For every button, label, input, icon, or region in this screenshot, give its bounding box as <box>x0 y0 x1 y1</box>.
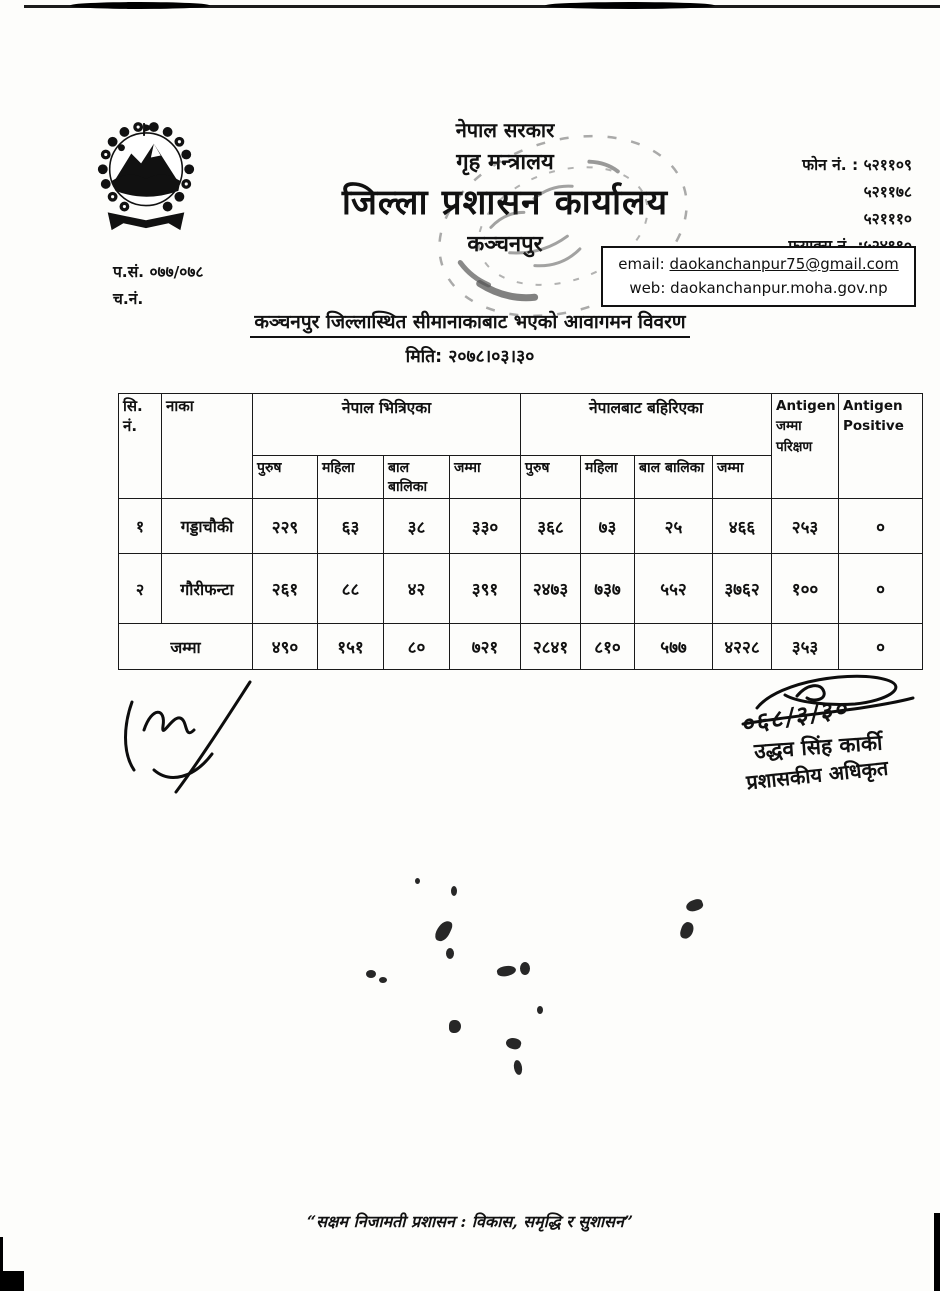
cell-in-children: ४२ <box>384 554 450 624</box>
email-label: email: <box>618 255 665 273</box>
web-address: daokanchanpur.moha.gov.np <box>670 279 888 297</box>
cell-in-total: ३३० <box>450 499 521 554</box>
cell-in-female: ८८ <box>318 554 384 624</box>
ink-smudge <box>379 977 387 983</box>
footer-motto: “सक्षम निजामती प्रशासन : विकास, समृद्धि र सुशासन” <box>306 1212 634 1231</box>
email-line <box>603 252 914 276</box>
cell-total-in-male: ४९० <box>253 624 318 670</box>
cell-total-positive: ० <box>839 624 923 670</box>
cell-in-female: ६३ <box>318 499 384 554</box>
cell-total-out-children: ५७७ <box>635 624 713 670</box>
cell-out-total: ३७६२ <box>713 554 772 624</box>
ink-smudge <box>513 1059 523 1075</box>
cell-in-total: ३९१ <box>450 554 521 624</box>
nepal-government-emblem <box>92 120 200 244</box>
email-web-box <box>601 246 916 307</box>
cell-total-in-children: ८० <box>384 624 450 670</box>
scan-artifact-left-edge <box>0 1237 3 1277</box>
ref-value: ०७७/०७८ <box>149 263 204 281</box>
scan-artifact-top-smudge <box>545 2 715 9</box>
ink-smudge <box>449 1020 461 1033</box>
ministry-name: गृह मन्त्रालय <box>456 150 554 175</box>
web-line <box>603 276 914 300</box>
ref-label: प.सं. <box>113 263 145 281</box>
ink-smudge <box>505 1036 522 1051</box>
ink-smudge <box>415 878 420 884</box>
ink-smudge <box>537 1006 543 1014</box>
table-row <box>119 499 923 554</box>
cell-sn: २ <box>119 554 162 624</box>
ink-smudge <box>679 921 696 941</box>
ink-smudge <box>366 970 376 978</box>
handwritten-initial-left <box>118 672 273 802</box>
cell-out-male: ३६८ <box>521 499 581 554</box>
government-name: नेपाल सरकार <box>455 118 555 142</box>
cell-antigen: १०० <box>772 554 839 624</box>
table-total-row <box>119 624 923 670</box>
header-out-female: महिला <box>581 456 635 499</box>
cell-out-total: ४६६ <box>713 499 772 554</box>
ink-smudge <box>685 897 705 913</box>
office-name: जिल्ला प्रशासन कार्यालय <box>341 183 669 223</box>
ink-smudge <box>446 948 454 959</box>
cell-total-out-total: ४२२८ <box>713 624 772 670</box>
header-out-male: पुरुष <box>521 456 581 499</box>
web-label: web: <box>629 279 666 297</box>
ink-smudge <box>496 964 517 978</box>
cell-out-female: ७३ <box>581 499 635 554</box>
ink-smudge <box>433 918 454 943</box>
reference-number <box>113 260 204 282</box>
email-address: daokanchanpur75@gmail.com <box>669 255 899 273</box>
cell-out-female: ७३७ <box>581 554 635 624</box>
cell-total-antigen: ३५३ <box>772 624 839 670</box>
cell-positive: ० <box>839 499 923 554</box>
header-in-male: पुरुष <box>253 456 318 499</box>
scan-artifact-bottom-left <box>0 1271 24 1291</box>
cell-antigen: २५३ <box>772 499 839 554</box>
signatory-designation: प्रशासकीय अधिकृत <box>745 755 890 795</box>
phone-number-2: ५२११७८ <box>863 183 912 201</box>
header-in-female: महिला <box>318 456 384 499</box>
cell-in-male: २६१ <box>253 554 318 624</box>
header-out-children: बाल बालिका <box>635 456 713 499</box>
ink-smudge <box>451 886 457 896</box>
cell-total-in-total: ७२१ <box>450 624 521 670</box>
header-antigen-total: Antigen जम्मा परिक्षण <box>772 394 839 499</box>
document-date: मिति: २०७८।०३।३० <box>405 347 535 367</box>
ink-smudge <box>520 962 530 975</box>
header-entered-nepal: नेपाल भित्रिएका <box>253 394 521 456</box>
header-antigen-positive: Antigen Positive <box>839 394 923 499</box>
header-in-children: बाल बालिका <box>384 456 450 499</box>
signature-handwritten-date: ०६८/३/३० <box>742 693 851 739</box>
cell-naka: गड्डाचौकी <box>162 499 253 554</box>
phone-number-1: ५२११०९ <box>863 156 912 174</box>
cell-sn: १ <box>119 499 162 554</box>
scan-artifact-top-smudge <box>70 2 210 9</box>
cell-total-label: जम्मा <box>119 624 253 670</box>
cell-total-in-female: १५१ <box>318 624 384 670</box>
district-name: कञ्चनपुर <box>467 232 543 257</box>
phone-number-3: ५२१११० <box>863 210 912 228</box>
header-sn: सि. नं. <box>119 394 162 499</box>
header-naka: नाका <box>162 394 253 499</box>
contact-phone-block <box>730 152 912 260</box>
signatory-name: उद्धव सिंह कार्की <box>753 730 884 764</box>
cell-in-children: ३८ <box>384 499 450 554</box>
cell-out-male: २४७३ <box>521 554 581 624</box>
document-title <box>0 308 940 338</box>
document-title-text: कञ्चनपुर जिल्लास्थित सीमानाकाबाट भएको आवागमन विवरण <box>250 308 689 338</box>
cell-positive: ० <box>839 554 923 624</box>
chalani-number-label: च.नं. <box>113 290 144 308</box>
phone-label: फोन नं. : <box>802 156 859 174</box>
cell-total-out-female: ८१० <box>581 624 635 670</box>
cell-out-children: २५ <box>635 499 713 554</box>
header-out-total: जम्मा <box>713 456 772 499</box>
cell-out-children: ५५२ <box>635 554 713 624</box>
cell-total-out-male: २८४१ <box>521 624 581 670</box>
header-in-total: जम्मा <box>450 456 521 499</box>
table-row <box>119 554 923 624</box>
border-movement-table <box>118 393 923 670</box>
cell-naka: गौरीफन्टा <box>162 554 253 624</box>
header-exited-nepal: नेपालबाट बहिरिएका <box>521 394 772 456</box>
cell-in-male: २२९ <box>253 499 318 554</box>
phone-line-1 <box>730 152 912 179</box>
